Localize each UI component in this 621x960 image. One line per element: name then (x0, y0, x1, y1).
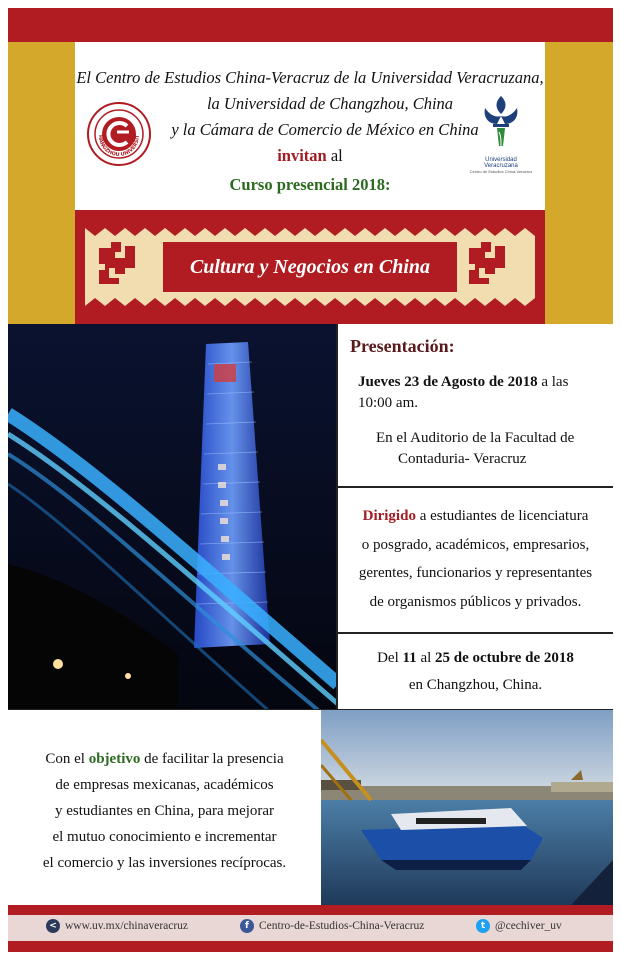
banner-title: Cultura y Negocios en China (189, 256, 431, 278)
footer-web[interactable] (46, 919, 188, 933)
ferry-photo (321, 710, 613, 905)
objetivo-text (12, 746, 317, 876)
place-line-1: En el Auditorio de la Facultad de (376, 430, 575, 446)
share-icon: < (46, 919, 60, 933)
place-line-2: Contaduria- Veracruz (398, 451, 527, 467)
presentacion-date (358, 372, 608, 414)
banner-pattern-band (85, 220, 535, 314)
header-panel (75, 42, 545, 210)
invitan-word: invitan (277, 146, 327, 165)
top-red-band (8, 8, 613, 42)
changzhou-university-logo (87, 102, 151, 166)
footer-strip (8, 915, 613, 941)
dirigido-lead: Dirigido (362, 508, 416, 524)
header-line-1: El Centro de Estudios China-Veracruz de la Universidad Veracruzana, (76, 68, 544, 87)
objetivo-line-1: de facilitar la presencia (140, 751, 284, 767)
al-word: al (326, 146, 343, 165)
curso-title: Curso presencial 2018: (229, 175, 391, 194)
footer-twitter-text: @cechiver_uv (495, 920, 562, 932)
gold-side-right (545, 42, 613, 324)
presentacion-title: Presentación: (350, 336, 455, 356)
facebook-icon: f (240, 919, 254, 933)
presentacion-date-bold: Jueves 23 de Agosto de 2018 (358, 374, 538, 390)
header-line-3: y la Cámara de Comercio de México en China (171, 120, 479, 139)
presentacion-date-rest: a las (537, 374, 569, 390)
twitter-icon: t (476, 919, 490, 933)
footer-twitter[interactable] (476, 919, 562, 933)
dirigido-line-4: de organismos públicos y privados. (369, 593, 582, 610)
objetivo-line-5: el comercio y las inversiones recíprocas. (42, 855, 287, 871)
presentacion-place (376, 428, 611, 470)
fechas-block (338, 645, 613, 699)
fechas-day-2: 25 de octubre de 2018 (435, 650, 574, 666)
objetivo-line-4: el mutuo conocimiento e incrementar (52, 829, 277, 845)
header-line-2: la Universidad de Changzhou, China (206, 94, 454, 113)
tower-night-photo (8, 324, 338, 710)
dirigido-line-1: a estudiantes de licenciatura (415, 508, 589, 524)
universidad-veracruzana-logo (468, 94, 534, 182)
objetivo-pre: Con el (45, 751, 89, 767)
presentacion-time: 10:00 am. (358, 395, 418, 411)
uv-subtitle: Centro de Estudios China-Veracruz (469, 169, 533, 174)
fechas-place: en Changzhou, China. (408, 677, 543, 693)
dirigido-line-2: o posgrado, académicos, empresarios, (361, 536, 590, 553)
gold-side-left (8, 42, 75, 324)
fechas-pre: Del (377, 650, 403, 666)
dirigido-line-3: gerentes, funcionarios y representantes (358, 565, 593, 581)
footer-web-text: www.uv.mx/chinaveracruz (65, 920, 189, 932)
fechas-mid: al (416, 650, 436, 666)
divider-1 (338, 486, 613, 488)
dirigido-block (338, 502, 613, 616)
objetivo-panel (8, 710, 321, 905)
footer-facebook-text: Centro-de-Estudios-China-Veracruz (259, 920, 425, 932)
fechas-day-1: 11 (402, 650, 417, 666)
uv-name: Universidad Veracruzana (484, 157, 518, 169)
banner-title-box (163, 242, 457, 292)
cz-seal-text: HANGZHOU UNIVERSIT (96, 134, 142, 159)
footer-facebook[interactable] (240, 919, 424, 933)
footer-band (8, 905, 613, 952)
divider-2 (338, 632, 613, 634)
course-banner (75, 210, 545, 324)
objetivo-word: objetivo (88, 751, 141, 767)
objetivo-line-3: y estudiantes en China, para mejorar (54, 803, 275, 819)
objetivo-line-2: de empresas mexicanas, académicos (55, 777, 274, 793)
